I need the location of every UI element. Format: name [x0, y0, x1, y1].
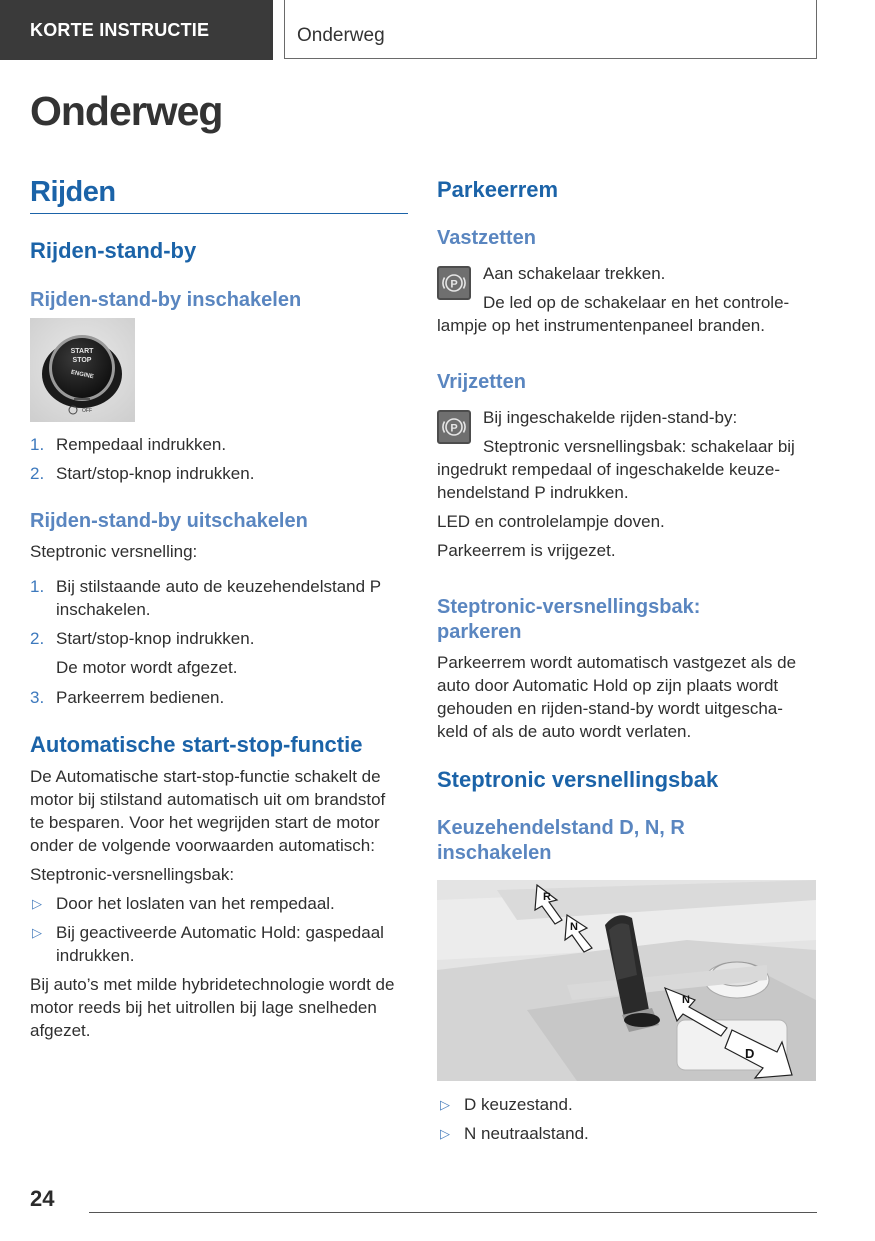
step-text: Bij stilstaande auto de keuzehendelstand P — [56, 577, 382, 596]
paragraph-line: motor bij stilstand automatisch uit om brandstof — [30, 790, 386, 809]
parking-brake-icon — [437, 266, 471, 300]
section-tab: KORTE INSTRUCTIE — [0, 0, 273, 60]
gear-selector-image — [437, 880, 816, 1081]
gear-label-n-bottom: N — [682, 994, 690, 1006]
intro-text: Steptronic versnelling: — [30, 542, 198, 561]
gear-label-r: R — [543, 891, 551, 903]
heading-keuzehendelstand: inschakelen — [437, 842, 552, 864]
vrijzetten-text: Steptronic versnellingsbak: schakelaar bij — [483, 437, 795, 456]
heading-rijden-stand-by: Rijden-stand-by — [30, 238, 197, 263]
heading-parkeren: parkeren — [437, 621, 522, 643]
heading-steptronic-bak: Steptronic versnellingsbak — [437, 767, 719, 792]
chapter-tab: Onderweg — [284, 0, 817, 59]
bullet-text: D keuzestand. — [464, 1095, 573, 1114]
heading-rijden: Rijden — [30, 176, 408, 214]
steptronic-label: Steptronic-versnellingsbak: — [30, 865, 235, 884]
paragraph-line: Parkeerrem wordt automatisch vastgezet als de — [437, 653, 797, 672]
vastzetten-text: lampje op het instrumentenpaneel branden. — [437, 316, 765, 335]
button-label-start: START — [70, 348, 94, 355]
step-note: De motor wordt afgezet. — [56, 658, 238, 677]
heading-inschakelen: Rijden-stand-by inschakelen — [30, 289, 302, 311]
heading-keuzehendelstand: Keuzehendelstand D, N, R — [437, 817, 685, 839]
vastzetten-text: De led op de schakelaar en het controle- — [483, 293, 790, 312]
bullet-text: N neutraalstand. — [464, 1124, 589, 1143]
heading-parkeren: Steptronic-versnellingsbak: — [437, 596, 701, 618]
gear-label-d: D — [745, 1046, 755, 1061]
paragraph-line: motor reeds bij het uitrollen bij lage snelheden — [30, 998, 377, 1017]
paragraph-line: Bij auto’s met milde hybridetechnologie wordt de — [30, 975, 395, 994]
footer-divider — [89, 1212, 817, 1213]
page-number: 24 — [30, 1186, 55, 1211]
button-label-stop: STOP — [72, 357, 92, 364]
bullet-text: indrukken. — [56, 946, 135, 965]
button-label-engine: ENGINE — [70, 369, 95, 381]
heading-vastzetten: Vastzetten — [437, 227, 536, 249]
step-text: Start/stop-knop indrukken. — [56, 464, 255, 483]
step-text: inschakelen. — [56, 600, 151, 619]
step-number: 1. — [30, 577, 45, 596]
gear-label-n-top: N — [570, 921, 578, 933]
heading-vrijzetten: Vrijzetten — [437, 371, 526, 393]
svg-text:P: P — [450, 422, 458, 435]
vrijzetten-text: LED en controlelampje doven. — [437, 512, 665, 531]
paragraph-line: gehouden en rijden-stand-by wordt uitgescha- — [437, 699, 783, 718]
paragraph-line: afgezet. — [30, 1021, 91, 1040]
heading-auto-start-stop: Automatische start-stop-functie — [30, 732, 363, 757]
paragraph-line: te besparen. Voor het wegrijden start de motor — [30, 813, 380, 832]
paragraph-line: onder de volgende voorwaarden automatisch: — [30, 836, 375, 855]
step-text: Parkeerrem bedienen. — [56, 688, 225, 707]
paragraph-line: keld of als de auto wordt verlaten. — [437, 722, 692, 741]
vrijzetten-text: hendelstand P indrukken. — [437, 483, 629, 502]
step-number: 3. — [30, 688, 45, 707]
step-text: Start/stop-knop indrukken. — [56, 629, 255, 648]
bullet-triangle-icon: ▷ — [440, 1097, 450, 1112]
button-label-off: OFF — [82, 408, 92, 414]
vrijzetten-text: Parkeerrem is vrijgezet. — [437, 541, 616, 560]
start-stop-button-image — [30, 318, 135, 422]
step-number: 2. — [30, 629, 45, 648]
bullet-triangle-icon: ▷ — [32, 896, 42, 911]
parking-brake-icon — [437, 410, 471, 444]
page-title: Onderweg — [30, 88, 223, 134]
bullet-text: Bij geactiveerde Automatic Hold: gaspedaal — [56, 923, 384, 942]
heading-uitschakelen: Rijden-stand-by uitschakelen — [30, 510, 308, 532]
bullet-text: Door het loslaten van het rempedaal. — [56, 894, 335, 913]
svg-text:P: P — [450, 278, 458, 291]
vastzetten-text: Aan schakelaar trekken. — [483, 264, 666, 283]
vrijzetten-text: Bij ingeschakelde rijden-stand-by: — [483, 408, 738, 427]
step-number: 2. — [30, 464, 45, 483]
step-number: 1. — [30, 435, 45, 454]
heading-parkeerrem: Parkeerrem — [437, 177, 559, 202]
paragraph-line: De Automatische start-stop-functie schakelt de — [30, 767, 381, 786]
step-text: Rempedaal indrukken. — [56, 435, 227, 454]
bullet-triangle-icon: ▷ — [32, 925, 42, 940]
vrijzetten-text: ingedrukt rempedaal of ingeschakelde keuze- — [437, 460, 781, 479]
bullet-triangle-icon: ▷ — [440, 1126, 450, 1141]
paragraph-line: auto door Automatic Hold op zijn plaats wordt — [437, 676, 779, 695]
